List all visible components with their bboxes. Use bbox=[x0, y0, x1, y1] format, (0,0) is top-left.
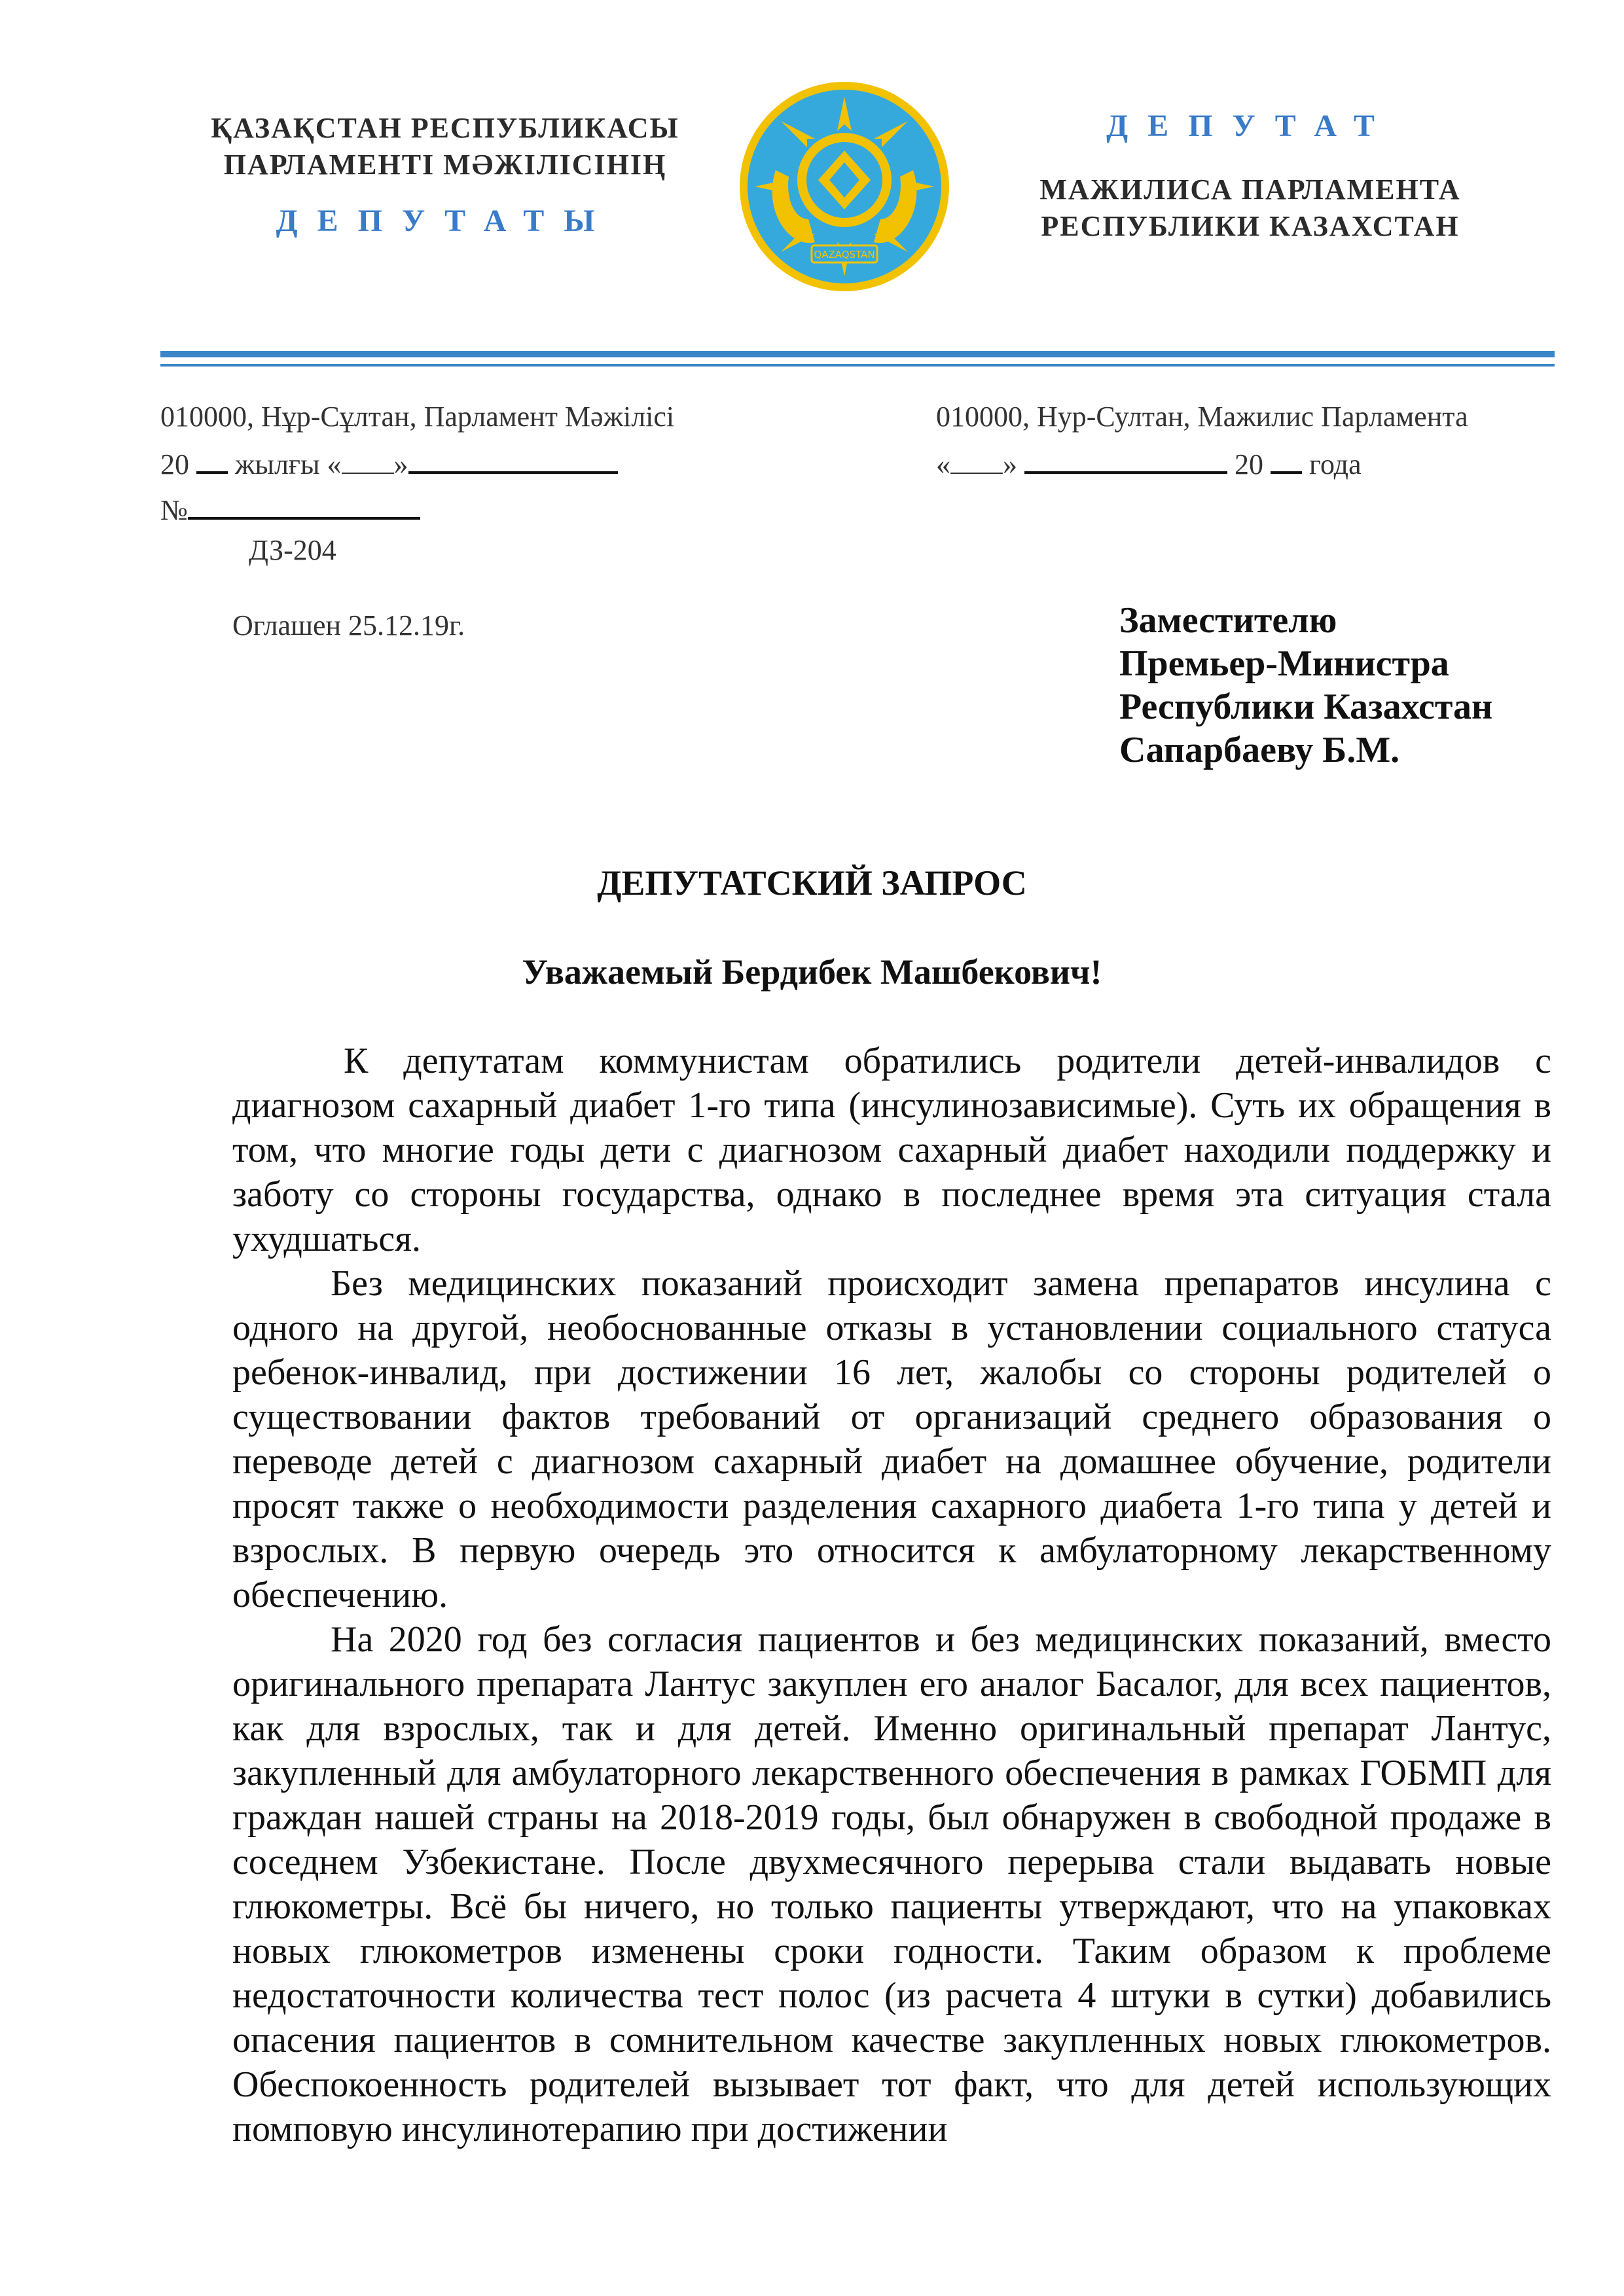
emblem-text: QAZAQSTAN bbox=[814, 249, 875, 260]
left-address: 010000, Нұр-Сұлтан, Парламент Мәжілісі bbox=[160, 401, 675, 433]
header-right-deputy: ДЕПУТАТ bbox=[1106, 109, 1394, 143]
body-paragraph-2: Без медицинских показаний происходит замена препаратов инсулина с одного на другой, необоснованные отказы в установлении социального статуса ребенок-инвалид, при достижении 16 лет, жалобы со стороны родителей о существовании фактов требований от организаций среднего образования о переводе детей с диагнозом сахарный диабет на домашнее обучение, родители просят также о необходимости разделения сахарного диабета 1-го типа у детей и взрослых. В первую очередь это относится к амбулаторному лекарственному обеспечению. bbox=[232, 1263, 1551, 1615]
header-divider-thin bbox=[160, 364, 1555, 367]
recipient-line2: Премьер-Министра bbox=[1119, 643, 1449, 684]
right-year-suffix: года bbox=[1309, 448, 1362, 480]
header-left-line1: ҚАЗАҚСТАН РЕСПУБЛИКАСЫ bbox=[211, 112, 679, 144]
document-title: ДЕПУТАТСКИЙ ЗАПРОС bbox=[597, 863, 1027, 903]
left-date-line bbox=[160, 445, 618, 481]
recipient-line3: Республики Казахстан bbox=[1119, 687, 1493, 727]
body-paragraph-3: На 2020 год без согласия пациентов и без медицинских показаний, вместо оригинального препарата Лантус закуплен его аналог Басалог, для всех пациентов, как для взрослых, так и для детей. Именно оригинальный препарат Лантус, закупленный для амбулаторного лекарственного обеспечения в рамках ГОБМП для граждан нашей страны на 2018-2019 годы, был обнаружен в свободной продаже в соседнем Узбекистане. После двухмесячного перерыва стали выдавать новые глюкометры. Всё бы ничего, но только пациенты утверждают, что на упаковках новых глюкометров изменены сроки годности. Таким образом к проблеме недостаточности количества тест полос (из расчета 4 штуки в сутки) добавились опасения пациентов в сомнительном качестве закупленных новых глюкометров. Обеспокоенность родителей вызывает тот факт, что для детей использующих помповую инсулинотерапию при достижении bbox=[232, 1619, 1551, 2149]
header-divider-thick bbox=[160, 351, 1555, 357]
number-sign: № bbox=[160, 494, 188, 526]
header-left-title bbox=[196, 110, 694, 183]
left-date-prefix: 20 bbox=[160, 448, 189, 480]
letter-body bbox=[232, 1039, 1551, 2151]
recipient-line4: Сапарбаеву Б.М. bbox=[1119, 730, 1400, 770]
right-year-prefix: 20 bbox=[1235, 448, 1263, 480]
left-year-blank bbox=[196, 445, 228, 474]
left-month-blank bbox=[408, 445, 618, 474]
right-day-blank bbox=[950, 446, 1003, 474]
header-right-line1: МАЖИЛИСА ПАРЛАМЕНТА bbox=[1039, 173, 1461, 206]
announced-note: Оглашен 25.12.19г. bbox=[232, 609, 465, 641]
header-left-line2: ПАРЛАМЕНТІ МӘЖІЛІСІНІҢ bbox=[223, 149, 667, 181]
right-date-open: « bbox=[936, 448, 950, 480]
right-date-close: » bbox=[1003, 448, 1017, 480]
left-date-mid: жылғы « bbox=[235, 448, 342, 480]
header-right-line2: РЕСПУБЛИКИ КАЗАХСТАН bbox=[1041, 210, 1460, 242]
greeting: Уважаемый Бердибек Машбекович! bbox=[522, 952, 1102, 992]
number-blank bbox=[188, 491, 420, 520]
registration-number: ДЗ-204 bbox=[249, 534, 336, 566]
header-right-title bbox=[995, 171, 1506, 245]
right-month-blank bbox=[1024, 445, 1227, 474]
right-date-line bbox=[936, 445, 1362, 481]
left-number-line bbox=[160, 491, 420, 527]
right-address: 010000, Нур-Султан, Мажилис Парламента bbox=[936, 401, 1468, 433]
recipient-block bbox=[1119, 599, 1492, 772]
recipient-line1: Заместителю bbox=[1119, 600, 1337, 641]
state-emblem-icon bbox=[736, 79, 952, 295]
left-date-close: » bbox=[393, 448, 408, 480]
left-day-blank bbox=[342, 446, 394, 474]
header-left-deputy: ДЕПУТАТЫ bbox=[276, 204, 615, 238]
body-paragraph-1: К депутатам коммунистам обратились родители детей-инвалидов с диагнозом сахарный диабет 1-го типа (инсулинозависимые). Суть их обращения в том, что многие годы дети с диагнозом сахарный диабет находили поддержку и заботу со стороны государства, однако в последнее время эта ситуация стала ухудшаться. bbox=[232, 1041, 1551, 1259]
right-year-blank bbox=[1271, 445, 1302, 474]
